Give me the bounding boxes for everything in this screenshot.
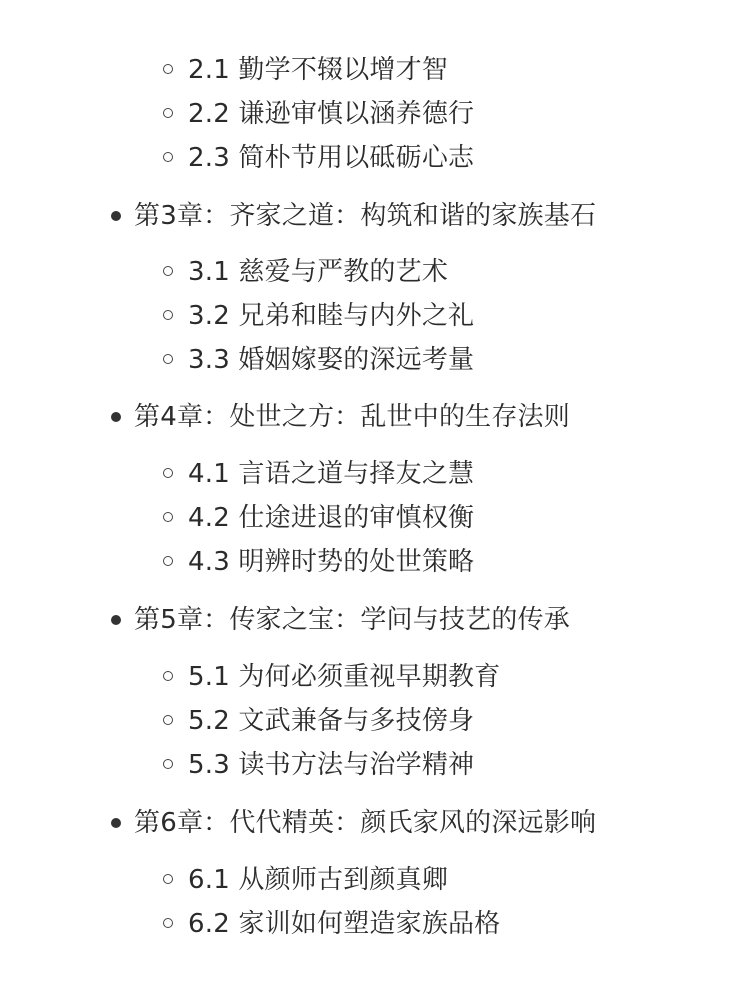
section-title: 3.1 慈爱与严教的艺术 bbox=[188, 257, 449, 287]
hollow-bullet-icon bbox=[163, 354, 173, 364]
section-title: 5.3 读书方法与治学精神 bbox=[188, 750, 475, 780]
hollow-bullet-icon bbox=[163, 468, 173, 478]
section-title: 4.3 明辨时势的处世策略 bbox=[188, 547, 475, 577]
section-title: 5.1 为何必须重视早期教育 bbox=[188, 662, 501, 692]
hollow-bullet-icon bbox=[163, 64, 173, 74]
hollow-bullet-icon bbox=[163, 152, 173, 162]
hollow-bullet-icon bbox=[163, 556, 173, 566]
chapter-title: 第6章：代代精英：颜氏家风的深远影响 bbox=[134, 808, 597, 838]
hollow-bullet-icon bbox=[163, 759, 173, 769]
hollow-bullet-icon bbox=[163, 874, 173, 884]
filled-bullet-icon bbox=[111, 818, 121, 828]
chapter-title: 第3章：齐家之道：构筑和谐的家族基石 bbox=[134, 201, 597, 231]
hollow-bullet-icon bbox=[163, 918, 173, 928]
section-title: 3.2 兄弟和睦与内外之礼 bbox=[188, 301, 475, 331]
section-title: 4.1 言语之道与择友之慧 bbox=[188, 459, 475, 489]
filled-bullet-icon bbox=[111, 412, 121, 422]
hollow-bullet-icon bbox=[163, 512, 173, 522]
section-title: 3.3 婚姻嫁娶的深远考量 bbox=[188, 345, 475, 375]
chapter-title: 第4章：处世之方：乱世中的生存法则 bbox=[134, 402, 570, 432]
section-title: 5.2 文武兼备与多技傍身 bbox=[188, 706, 475, 736]
section-title: 6.1 从颜师古到颜真卿 bbox=[188, 865, 449, 895]
filled-bullet-icon bbox=[111, 211, 121, 221]
hollow-bullet-icon bbox=[163, 715, 173, 725]
hollow-bullet-icon bbox=[163, 108, 173, 118]
hollow-bullet-icon bbox=[163, 671, 173, 681]
section-title: 2.1 勤学不辍以增才智 bbox=[188, 55, 449, 85]
hollow-bullet-icon bbox=[163, 266, 173, 276]
hollow-bullet-icon bbox=[163, 310, 173, 320]
filled-bullet-icon bbox=[111, 615, 121, 625]
section-title: 4.2 仕途进退的审慎权衡 bbox=[188, 503, 475, 533]
section-title: 6.2 家训如何塑造家族品格 bbox=[188, 909, 501, 939]
section-title: 2.3 简朴节用以砥砺心志 bbox=[188, 143, 475, 173]
section-title: 2.2 谦逊审慎以涵养德行 bbox=[188, 99, 475, 129]
chapter-title: 第5章：传家之宝：学问与技艺的传承 bbox=[134, 605, 570, 635]
